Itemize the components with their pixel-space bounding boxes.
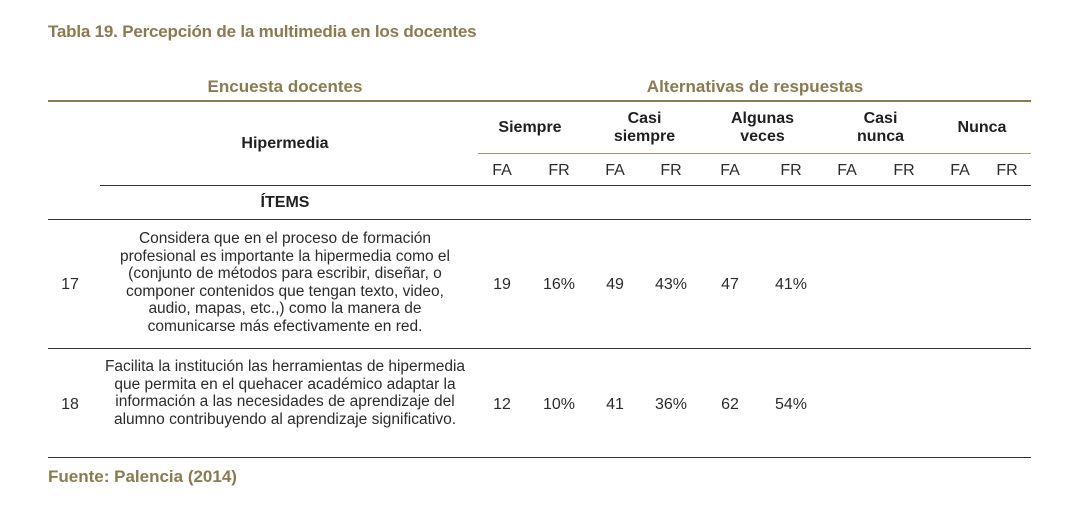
items-bottom-rule (48, 219, 1031, 220)
subheader-fa: FA (950, 162, 970, 179)
subheader-fr: FR (548, 162, 570, 179)
subheader-rule (478, 153, 1031, 154)
row-number: 18 (61, 396, 79, 413)
subheader-fr: FR (660, 162, 682, 179)
cell-algunas-veces-fr: 54% (774, 396, 808, 413)
cell-casi-siempre-fa: 49 (606, 276, 624, 293)
col-casi-nunca-header: Casi nunca (856, 110, 905, 145)
cell-casi-siempre-fr: 36% (654, 396, 688, 413)
header-alternatives-label: Alternativas de respuestas (646, 77, 864, 96)
subheader-fr: FR (893, 162, 915, 179)
subheader-fr: FR (780, 162, 802, 179)
col-algunas-veces-header: Algunas veces (730, 110, 795, 145)
row-divider (48, 348, 1031, 349)
header-survey-label: Encuesta docentes (207, 77, 363, 96)
cell-siempre-fr: 16% (542, 276, 576, 293)
cell-algunas-veces-fa: 62 (721, 396, 739, 413)
cell-siempre-fr: 10% (542, 396, 576, 413)
hipermedia-header: Hipermedia (241, 135, 329, 152)
cell-casi-siempre-fr: 43% (654, 276, 688, 293)
row-item-text: Facilita la institución las herramientas de hipermedia que permita en el quehacer académico adaptar la información a las necesidades de aprendizaje del alumno contribuyendo al aprendizaje significativo. (104, 358, 466, 428)
cell-casi-siempre-fa: 41 (606, 396, 624, 413)
subheader-fa: FA (605, 162, 625, 179)
col-nunca-header: Nunca (957, 119, 1007, 136)
subheader-fr: FR (996, 162, 1018, 179)
col-casi-siempre-header: Casi siempre (613, 110, 676, 145)
cell-algunas-veces-fr: 41% (774, 276, 808, 293)
table-source: Fuente: Palencia (2014) (48, 467, 237, 486)
col-siempre-header: Siempre (498, 119, 562, 136)
subheader-fa: FA (720, 162, 740, 179)
subheader-fa: FA (837, 162, 857, 179)
subheader-fa: FA (492, 162, 512, 179)
row-item-text: Considera que en el proceso de formación profesional es importante la hipermedia como el (conjunto de métodos para escribir, diseñar, o componer contenidos que tengan texto, video, audio, mapas, etc.,) como la manera de comunicarse más efectivamente en red. (120, 230, 450, 335)
table-bottom-rule (48, 457, 1031, 458)
cell-siempre-fa: 19 (493, 276, 511, 293)
cell-siempre-fa: 12 (493, 396, 511, 413)
table-caption: Tabla 19. Percepción de la multimedia en los docentes (48, 22, 477, 41)
cell-algunas-veces-fa: 47 (721, 276, 739, 293)
row-number: 17 (61, 276, 79, 293)
items-top-rule (100, 185, 1031, 186)
items-label: ÍTEMS (260, 194, 310, 211)
header-rule (48, 100, 1031, 102)
